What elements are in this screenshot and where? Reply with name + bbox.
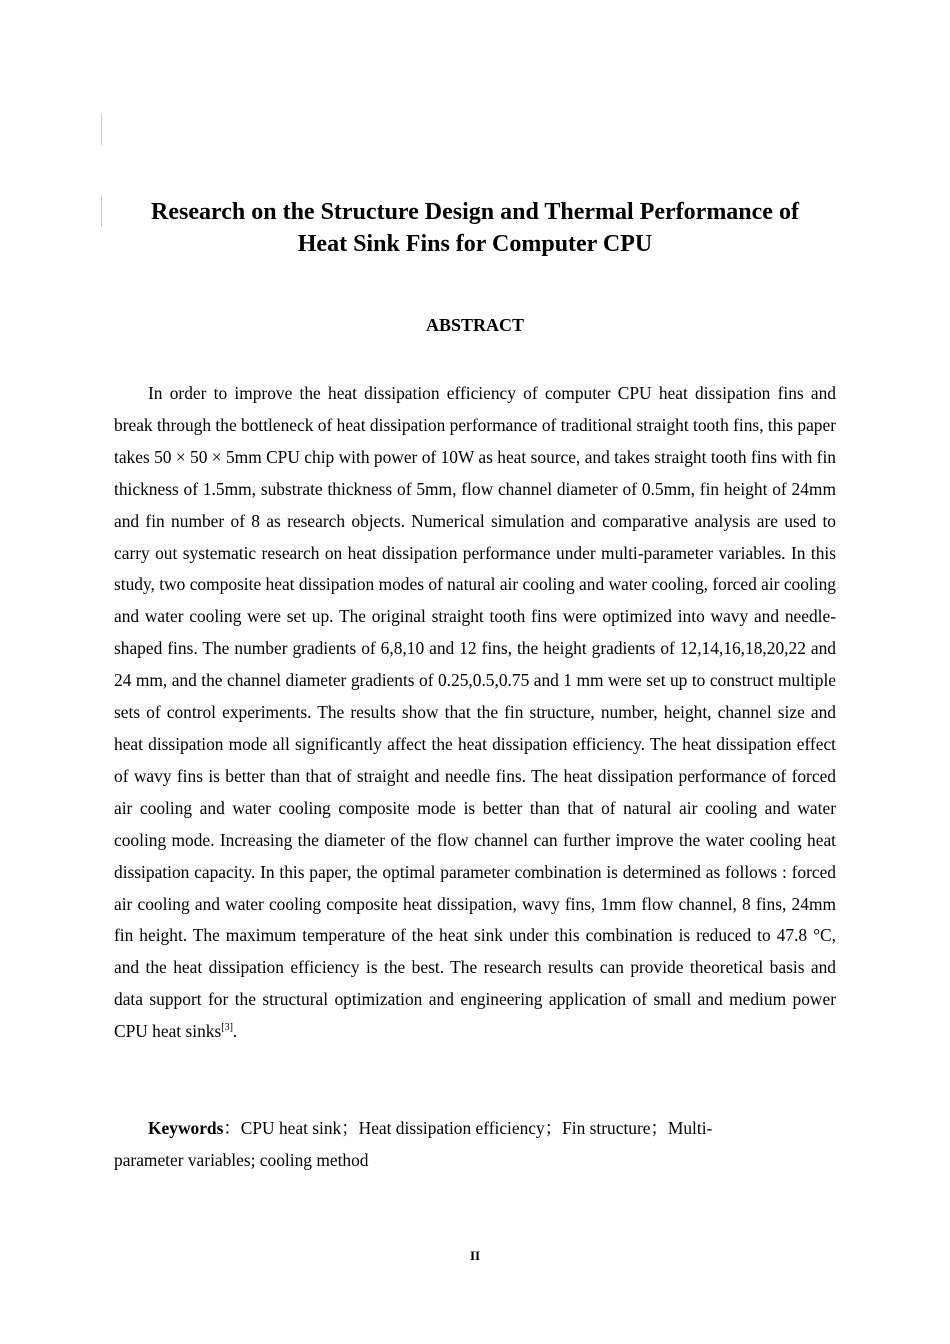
keywords-label: Keywords (148, 1118, 224, 1138)
page-number: II (469, 1248, 481, 1263)
keywords-text: CPU heat sink；Heat dissipation efficiency；Fin structure；Multi-parameter variables; cooling method (114, 1118, 713, 1170)
keywords-separator: ： (223, 1118, 241, 1138)
margin-marker (101, 195, 102, 227)
title-line-1: Research on the Structure Design and Thermal Performance of (151, 199, 799, 225)
abstract-body (114, 378, 836, 1048)
citation-ref: [3] (221, 1022, 233, 1034)
title-line-2: Heat Sink Fins for Computer CPU (297, 231, 653, 257)
keywords-section (114, 1113, 774, 1177)
abstract-heading: ABSTRACT (425, 315, 525, 335)
abstract-end-punct: . (232, 1021, 238, 1042)
abstract-text: In order to improve the heat dissipation efficiency of computer CPU heat dissipation fins and break through the bottleneck of heat dissipation performance of traditional straight tooth fins, this paper takes 50 × 50 × 5mm CPU chip with power of 10W as heat source, and takes straight tooth fins with fin thickness of 1.5mm, substrate thickness of 5mm, flow channel diameter of 0.5mm, fin height of 24mm and fin number of 8 as research objects. Numerical simulation and comparative analysis are used to carry out systematic research on heat dissipation performance under multi-parameter variables. In this study, two composite heat dissipation modes of natural air cooling and water cooling, forced air cooling and water cooling were set up. The original straight tooth fins were optimized into wavy and needle-shaped fins. The number gradients of 6,8,10 and 12 fins, the height gradients of 12,14,16,18,20,22 and 24 mm, and the channel diameter gradients of 0.25,0.5,0.75 and 1 mm were set up to construct multiple sets of control experiments. The results show that the fin structure, number, height, channel size and heat dissipation mode all significantly affect the heat dissipation efficiency. The heat dissipation effect of wavy fins is better than that of straight and needle fins. The heat dissipation performance of forced air cooling and water cooling composite mode is better than that of natural air cooling and water cooling mode. Increasing the diameter of the flow channel can further improve the water cooling heat dissipation capacity. In this paper, the optimal parameter combination is determined as follows : forced air cooling and water cooling composite heat dissipation, wavy fins, 1mm flow channel, 8 fins, 24mm fin height. The maximum temperature of the heat sink under this combination is reduced to 47.8 °C, and the heat dissipation efficiency is the best. The research results can provide theoretical basis and data support for the structural optimization and engineering application of small and medium power CPU heat sinks (114, 383, 836, 1042)
paper-title (114, 196, 836, 260)
margin-marker (101, 114, 102, 145)
